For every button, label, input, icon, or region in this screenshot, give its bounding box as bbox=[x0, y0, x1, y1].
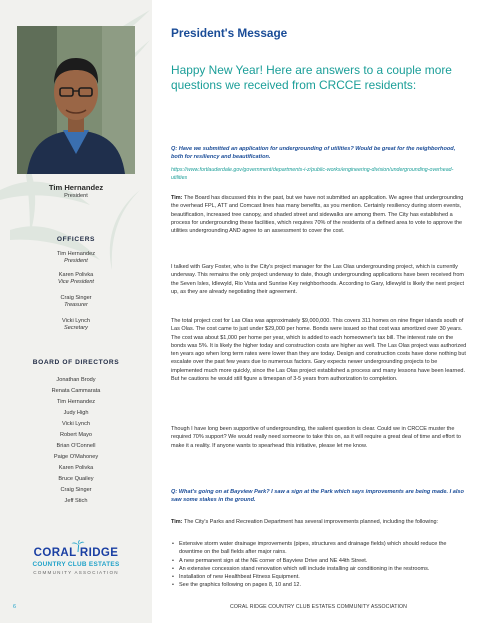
page-footer: CORAL RIDGE COUNTRY CLUB ESTATES COMMUNITY ASSOCIATION bbox=[230, 604, 407, 610]
director-item: Brian O'Connell bbox=[56, 443, 96, 449]
director-item: Robert Mayo bbox=[59, 432, 93, 438]
president-title: President bbox=[64, 193, 88, 199]
director-item: Judy High bbox=[63, 410, 89, 416]
headline: Happy New Year! Here are answers to a couple more questions we received from CRCCE residents: bbox=[171, 63, 452, 92]
president-name: Tim Hernandez bbox=[48, 183, 104, 192]
question-2: Q: What's going on at Bayview Park? I saw a sign at the Park which says improvements are being made. I also saw some stakes in the ground. bbox=[171, 489, 464, 504]
answer-lead: Tim: bbox=[171, 195, 183, 201]
paragraph-3: The total project cost for Las Olas was approximately $9,000,000. This covers 311 homes on nine finger islands south of Las Olas. The cost came to just under $29,000 per home. Bonds were issued so that cost was amortized over 30 years. The cost was about $1,000 per home per year, which is added to each homeowner's tax bill. The interest rate on the bonds was 5%. It is likely the higher today and construction costs are higher as well. The Las Olas project was authorized ten years ago when long term rates were lower than they are today. Design and construction costs have done nothing but escalate over the past few years due to numerous factors. Gary expects newer undergrounding projects to be implemented much more quickly, since the Las Olas project established a process and many lessons have been learned. But he cautions he would still figure a timespan of 3-5 years from authorization to completion. bbox=[171, 318, 467, 382]
association-logo bbox=[0, 548, 152, 575]
list-item: • Extensive storm water drainage improvements (pipes, structures and drainage fields) which should reduce the downtime on the ball fields after major rains. bbox=[171, 540, 467, 557]
list-item: • Installation of new Healthbeat Fitness Equipment. bbox=[171, 573, 467, 581]
logo-line-3: COMMUNITY ASSOCIATION bbox=[33, 569, 119, 575]
directors-heading: BOARD OF DIRECTORS bbox=[32, 359, 120, 366]
officer-title: Secretary bbox=[64, 324, 88, 331]
officer-name: Tim Hernandez bbox=[56, 251, 96, 257]
answer-lead: Tim: bbox=[171, 519, 183, 525]
director-item: Jonathan Brody bbox=[56, 377, 96, 383]
main-content bbox=[170, 0, 467, 623]
officer-item bbox=[0, 272, 152, 286]
undergrounding-link[interactable]: https://www.fortlauderdale.gov/government/departments-i-z/public-works/engineering-division/undergrounding-overhead-utilities bbox=[171, 167, 454, 182]
officer-title: Vice President bbox=[58, 278, 94, 285]
logo-line-2: COUNTRY CLUB ESTATES bbox=[32, 560, 120, 568]
director-item: Tim Hernandez bbox=[56, 399, 96, 405]
paragraph-2: I talked with Gary Foster, who is the City's project manager for the Las Olas undergrounding project, which is currently underway. This remains the only project underway to date, though undergrounding applications have been received from the Seven Isles, Idlewyld, Rio Vista and Sunrise Key neighborhoods. According to Gary, Idlewyld is likely the next project up, as they are already negotiating their agreement. bbox=[171, 264, 465, 295]
answer-text: The City's Parks and Recreation Department has several improvements planned, including the following: bbox=[183, 519, 439, 525]
director-item: Bruce Quailey bbox=[58, 476, 94, 482]
officer-item bbox=[0, 295, 152, 309]
answer-text: The Board has discussed this in the past, but we have not submitted an application. We agree that undergrounding the overhead FPL, ATT and Comcast lines has many benefits, as you mention. Certainly resiliency during storm events, beautification, increased tree canopy, and shaded street and sidewalks are among them. The City has established a process for undergrounding these facilities, which requires 70% of the residents of a defined area to vote to approve the utilities undergrounding AND agree to an assessment to cover the cost. bbox=[171, 195, 464, 234]
officer-item bbox=[0, 251, 152, 265]
president-portrait bbox=[17, 26, 135, 174]
officer-name: Karen Polivka bbox=[58, 272, 94, 278]
list-item: • A new permanent sign at the NE corner of Bayview Drive and NE 44th Street. bbox=[171, 557, 467, 565]
officers-heading: OFFICERS bbox=[56, 236, 96, 243]
improvements-list bbox=[171, 540, 467, 590]
director-item: Paige O'Mahoney bbox=[53, 454, 99, 460]
question-1: Q: Have we submitted an application for undergrounding of utilities? Would be great for the neighborhood, both for resiliency and beautification. bbox=[171, 146, 456, 161]
director-item: Karen Polivka bbox=[58, 465, 94, 471]
answer-2 bbox=[171, 518, 467, 526]
director-item: Craig Singer bbox=[60, 487, 92, 493]
page-number: 6 bbox=[13, 604, 16, 610]
director-item: Vicki Lynch bbox=[62, 421, 90, 427]
officer-name: Craig Singer bbox=[60, 295, 92, 301]
answer-1 bbox=[171, 194, 467, 235]
director-item: Renata Cammarata bbox=[51, 388, 101, 394]
officer-name: Vicki Lynch bbox=[62, 318, 90, 324]
director-item: Jeff Stich bbox=[64, 498, 88, 504]
officer-item bbox=[0, 318, 152, 332]
sidebar bbox=[0, 0, 152, 623]
paragraph-4: Though I have long been supportive of undergrounding, the salient question is clear. Could we in CRCCE muster the required 70% support? We would really need someone to take this on, as it will require a great deal of time and effort to make it a reality. If anyone wants to spearhead this initiative, please let me know. bbox=[171, 426, 461, 449]
logo-line-1: CORAL RIDGE bbox=[33, 547, 119, 559]
officer-title: Treasurer bbox=[64, 301, 88, 308]
list-item: • See the graphics following on pages 8, 10 and 12. bbox=[171, 581, 467, 589]
list-item: • An extensive concession stand renovation which will include installing air conditioning in the restrooms. bbox=[171, 565, 467, 573]
page-title: President's Message bbox=[171, 26, 288, 40]
officer-title: President bbox=[64, 257, 88, 264]
